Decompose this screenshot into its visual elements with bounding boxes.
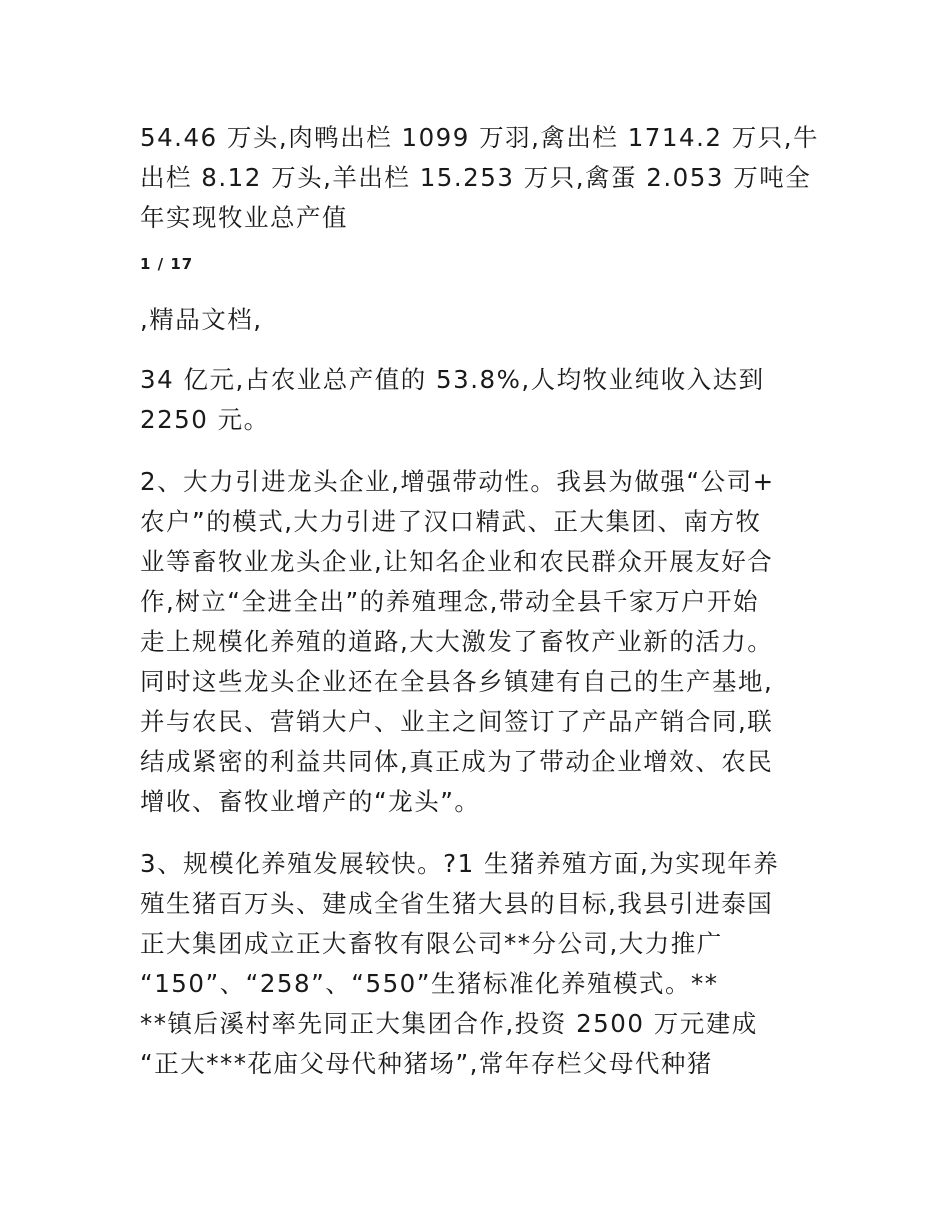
text-line: 54.46 万头,肉鸭出栏 1099 万羽,禽出栏 1714.2 万只,牛 bbox=[140, 123, 820, 152]
paragraph-output-value bbox=[140, 360, 820, 440]
text-line: 增收、畜牧业增产的“龙头”。 bbox=[140, 787, 481, 816]
text-line: 2、大力引进龙头企业,增强带动性。我县为做强“公司+ bbox=[140, 467, 775, 496]
text-line: 同时这些龙头企业还在全县各乡镇建有自己的生产基地, bbox=[140, 667, 774, 696]
text-line: “正大***花庙父母代种猪场”,常年存栏父母代种猪 bbox=[140, 1049, 713, 1078]
header-mark bbox=[140, 300, 820, 340]
text-line: 农户”的模式,大力引进了汉口精武、正大集团、南方牧 bbox=[140, 507, 762, 536]
document-content bbox=[140, 118, 820, 1084]
text-line: ,精品文档, bbox=[140, 305, 263, 334]
page-number: 1 / 17 bbox=[140, 255, 194, 273]
paragraph-leading-enterprises bbox=[140, 462, 820, 822]
text-line: 34 亿元,占农业总产值的 53.8%,人均牧业纯收入达到 bbox=[140, 365, 765, 394]
text-line: 出栏 8.12 万头,羊出栏 15.253 万只,禽蛋 2.053 万吨全 bbox=[140, 163, 812, 192]
text-line: 业等畜牧业龙头企业,让知名企业和农民群众开展友好合 bbox=[140, 547, 774, 576]
text-line: **镇后溪村率先同正大集团合作,投资 2500 万元建成 bbox=[140, 1009, 758, 1038]
text-line: 殖生猪百万头、建成全省生猪大县的目标,我县引进泰国 bbox=[140, 889, 774, 918]
text-line: 走上规模化养殖的道路,大大激发了畜牧产业新的活力。 bbox=[140, 627, 774, 656]
text-line: 作,树立“全进全出”的养殖理念,带动全县千家万户开始 bbox=[140, 587, 759, 616]
text-line: 结成紧密的利益共同体,真正成为了带动企业增效、农民 bbox=[140, 747, 774, 776]
text-line: 正大集团成立正大畜牧有限公司**分公司,大力推广 bbox=[140, 929, 723, 958]
text-line: 并与农民、营销大户、业主之间签订了产品产销合同,联 bbox=[140, 707, 774, 736]
paragraph-livestock-stats bbox=[140, 118, 820, 238]
text-line: 年实现牧业总产值 bbox=[140, 203, 348, 232]
text-line: 2250 元。 bbox=[140, 405, 270, 434]
text-line: 3、规模化养殖发展较快。?1 生猪养殖方面,为实现年养 bbox=[140, 849, 780, 878]
text-line: “150”、“258”、“550”生猪标准化养殖模式。** bbox=[140, 969, 719, 998]
paragraph-scale-farming bbox=[140, 844, 820, 1084]
